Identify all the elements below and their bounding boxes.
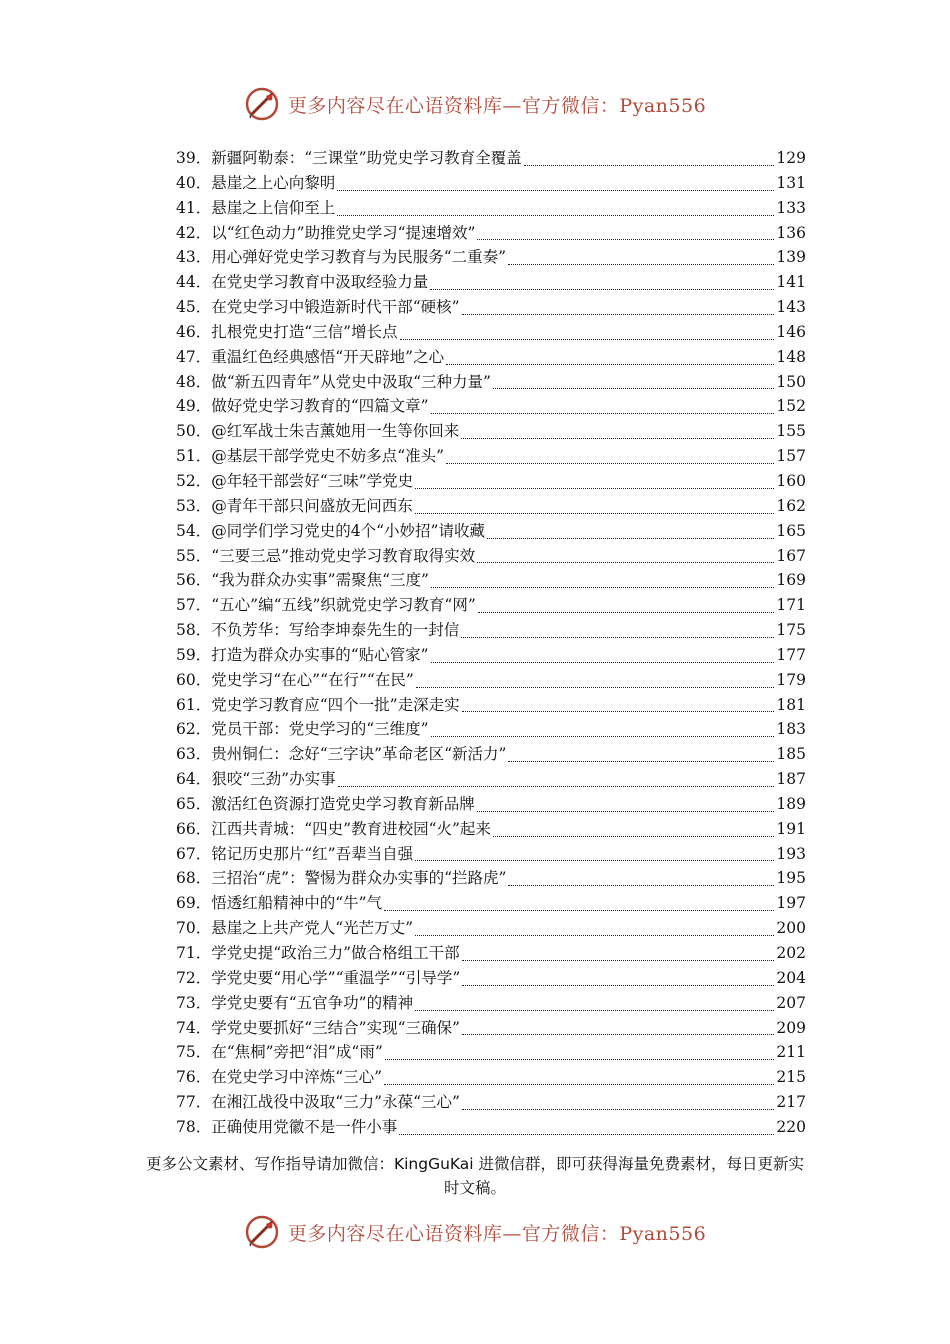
toc-entry-title: @青年干部只问盛放无问西东 bbox=[211, 496, 413, 515]
toc-dot-leader bbox=[461, 637, 774, 638]
toc-dot-leader bbox=[416, 687, 775, 688]
toc-entry-page: 146 bbox=[776, 322, 806, 341]
toc-dot-leader bbox=[508, 761, 774, 762]
toc-entry-number: 43． bbox=[176, 248, 212, 267]
toc-entry-number: 61． bbox=[176, 695, 212, 714]
toc-entry-number: 60． bbox=[176, 670, 212, 689]
toc-entry-number: 39． bbox=[176, 149, 212, 167]
toc-entry[interactable] bbox=[176, 668, 806, 693]
toc-entry-title: 重温红色经典感悟“开天辟地”之心 bbox=[211, 347, 445, 366]
toc-entry[interactable] bbox=[176, 394, 806, 419]
toc-entry-title: 悬崖之上心向黎明 bbox=[211, 173, 336, 192]
toc-dot-leader bbox=[462, 1034, 774, 1035]
toc-dot-leader bbox=[431, 736, 775, 737]
toc-entry-page: 181 bbox=[776, 695, 806, 714]
header-banner-text: 更多内容尽在心语资料库—官方微信：Pyan556 bbox=[287, 94, 707, 117]
toc-entry[interactable] bbox=[176, 221, 806, 246]
toc-dot-leader bbox=[431, 413, 775, 414]
toc-entry[interactable] bbox=[176, 146, 806, 171]
toc-entry-title: “我为群众办实事”需聚焦“三度” bbox=[211, 571, 429, 590]
toc-entry[interactable] bbox=[176, 1040, 806, 1065]
footer-note: 更多公文素材、写作指导请加微信：KingGuKai 进微信群，即可获得海量免费素材，每日更新实时文稿。 bbox=[145, 1155, 805, 1197]
toc-entry[interactable] bbox=[176, 1016, 806, 1041]
toc-entry-number: 75． bbox=[176, 1043, 212, 1062]
toc-entry[interactable] bbox=[176, 544, 806, 569]
toc-entry-number: 51． bbox=[176, 447, 212, 466]
toc-entry-number: 48． bbox=[176, 372, 212, 391]
toc-entry-page: 136 bbox=[776, 223, 806, 242]
toc-entry[interactable] bbox=[176, 245, 806, 270]
toc-entry-title: 在湘江战役中汲取“三力”永葆“三心” bbox=[211, 1093, 460, 1112]
toc-entry-title: 学党史要“用心学”“重温学”“引导学” bbox=[211, 968, 461, 987]
toc-dot-leader bbox=[477, 811, 775, 812]
toc-entry[interactable] bbox=[176, 370, 806, 395]
toc-dot-leader bbox=[431, 662, 775, 663]
toc-entry-number: 54． bbox=[176, 521, 212, 540]
toc-dot-leader bbox=[446, 364, 774, 365]
toc-entry-page: 195 bbox=[776, 869, 806, 888]
toc-entry[interactable] bbox=[176, 593, 806, 618]
toc-dot-leader bbox=[462, 314, 775, 315]
toc-dot-leader bbox=[487, 538, 774, 539]
toc-entry-title: 以“红色动力”助推党史学习“提速增效” bbox=[211, 223, 476, 242]
toc-entry-number: 72． bbox=[176, 968, 212, 987]
toc-entry-number: 47． bbox=[176, 347, 212, 366]
toc-dot-leader bbox=[415, 513, 775, 514]
toc-entry-title: 贵州铜仁：念好“三字诀”革命老区“新活力” bbox=[211, 745, 507, 764]
toc-entry-page: 207 bbox=[776, 993, 806, 1012]
toc-entry-number: 63． bbox=[176, 745, 212, 764]
toc-entry[interactable] bbox=[176, 941, 806, 966]
toc-entry[interactable] bbox=[176, 469, 806, 494]
toc-entry-page: 148 bbox=[776, 347, 806, 366]
toc-entry-number: 74． bbox=[176, 1018, 212, 1037]
toc-entry-number: 62． bbox=[176, 720, 212, 739]
toc-entry[interactable] bbox=[176, 742, 806, 767]
toc-entry-title: 打造为群众办实事的“贴心管家” bbox=[211, 645, 429, 664]
toc-entry-title: “五心”编“五线”织就党史学习教育“网” bbox=[211, 596, 476, 615]
toc-entry-number: 55． bbox=[176, 546, 212, 565]
toc-entry-title: 在党史学习中锻造新时代干部“硬核” bbox=[211, 298, 460, 317]
toc-entry-number: 49． bbox=[176, 397, 212, 416]
toc-entry-title: 党史学习教育应“四个一批”走深走实 bbox=[211, 695, 460, 714]
toc-entry-title: @红军战士朱吉薰她用一生等你回来 bbox=[211, 422, 460, 441]
toc-dot-leader bbox=[430, 289, 774, 290]
toc-entry-number: 56． bbox=[176, 571, 212, 590]
toc-entry-number: 42． bbox=[176, 223, 212, 242]
toc-entry[interactable] bbox=[176, 320, 806, 345]
toc-entry-title: 悬崖之上共产党人“光芒万丈” bbox=[211, 919, 414, 938]
toc-entry-title: 江西共青城：“四史”教育进校园“火”起来 bbox=[211, 819, 491, 838]
toc-entry-number: 68． bbox=[176, 869, 212, 888]
toc-entry[interactable] bbox=[176, 916, 806, 941]
toc-dot-leader bbox=[493, 388, 774, 389]
toc-entry[interactable] bbox=[176, 966, 806, 991]
toc-entry-page: 167 bbox=[776, 546, 806, 565]
toc-entry-page: 155 bbox=[776, 422, 806, 441]
toc-entry[interactable] bbox=[176, 767, 806, 792]
toc-dot-leader bbox=[462, 985, 774, 986]
toc-entry-page: 131 bbox=[776, 173, 806, 192]
toc-entry-title: 学党史提“政治三力”做合格组工干部 bbox=[211, 944, 460, 962]
toc-entry[interactable] bbox=[176, 345, 806, 370]
toc-entry-title: @同学们学习党史的4个“小妙招”请收藏 bbox=[211, 521, 485, 540]
toc-dot-leader bbox=[462, 1109, 774, 1110]
toc-dot-leader bbox=[385, 1059, 775, 1060]
toc-entry-page: 209 bbox=[776, 1018, 806, 1037]
toc-entry-number: 50． bbox=[176, 422, 212, 441]
footer-banner bbox=[0, 1212, 950, 1252]
toc-entry[interactable] bbox=[176, 1090, 806, 1115]
toc-dot-leader bbox=[461, 438, 774, 439]
toc-dot-leader bbox=[337, 190, 774, 191]
toc-entry-number: 71． bbox=[176, 944, 212, 962]
toc-entry-number: 41． bbox=[176, 198, 212, 217]
toc-entry-page: 129 bbox=[776, 149, 806, 167]
toc-entry-page: 175 bbox=[776, 621, 806, 640]
toc-entry[interactable] bbox=[176, 519, 806, 544]
toc-entry[interactable] bbox=[176, 196, 806, 221]
table-of-contents bbox=[176, 146, 806, 1140]
toc-entry[interactable] bbox=[176, 792, 806, 817]
toc-dot-leader bbox=[446, 463, 774, 464]
toc-entry-title: 做“新五四青年”从党史中汲取“三种力量” bbox=[211, 372, 491, 391]
toc-dot-leader bbox=[462, 711, 775, 712]
toc-entry-number: 40． bbox=[176, 173, 212, 192]
toc-entry-page: 141 bbox=[776, 273, 806, 292]
toc-entry-page: 171 bbox=[776, 596, 806, 615]
toc-dot-leader bbox=[338, 786, 775, 787]
toc-entry-page: 165 bbox=[776, 521, 806, 540]
toc-dot-leader bbox=[478, 612, 775, 613]
header-banner bbox=[0, 84, 950, 124]
toc-entry-number: 70． bbox=[176, 919, 212, 938]
toc-entry[interactable] bbox=[176, 817, 806, 842]
toc-entry-title: 三招治“虎”：警惕为群众办实事的“拦路虎” bbox=[211, 869, 507, 888]
toc-entry-number: 69． bbox=[176, 894, 212, 913]
toc-entry-title: 做好党史学习教育的“四篇文章” bbox=[211, 397, 429, 416]
quill-pen-logo-icon bbox=[244, 86, 280, 122]
toc-entry[interactable] bbox=[176, 717, 806, 742]
toc-entry[interactable] bbox=[176, 444, 806, 469]
toc-entry-number: 53． bbox=[176, 496, 212, 515]
toc-entry-page: 193 bbox=[776, 844, 806, 863]
toc-entry-page: 157 bbox=[776, 447, 806, 466]
toc-dot-leader bbox=[384, 1084, 774, 1085]
toc-entry-number: 64． bbox=[176, 770, 212, 789]
toc-dot-leader bbox=[415, 488, 774, 489]
toc-entry-page: 204 bbox=[776, 968, 806, 987]
toc-entry-title: 正确使用党徽不是一件小事 bbox=[211, 1117, 398, 1136]
toc-entry-page: 191 bbox=[776, 819, 806, 838]
toc-entry[interactable] bbox=[176, 866, 806, 891]
toc-entry-page: 217 bbox=[776, 1093, 806, 1112]
toc-entry[interactable] bbox=[176, 270, 806, 295]
toc-dot-leader bbox=[400, 339, 775, 340]
toc-entry[interactable] bbox=[176, 842, 806, 867]
toc-entry-number: 77． bbox=[176, 1093, 212, 1112]
toc-entry-number: 76． bbox=[176, 1068, 212, 1087]
toc-entry-page: 202 bbox=[776, 944, 806, 962]
toc-entry-number: 58． bbox=[176, 621, 212, 640]
toc-entry-title: 激活红色资源打造党史学习教育新品牌 bbox=[211, 794, 475, 813]
toc-entry-title: 铭记历史那片“红”吾辈当自强 bbox=[211, 844, 414, 863]
toc-entry-title: 在“焦桐”旁把“泪”成“雨” bbox=[211, 1043, 383, 1062]
toc-entry-number: 78． bbox=[176, 1117, 212, 1136]
toc-entry[interactable] bbox=[176, 1065, 806, 1090]
toc-entry[interactable] bbox=[176, 693, 806, 718]
toc-dot-leader bbox=[384, 910, 774, 911]
toc-dot-leader bbox=[462, 960, 775, 961]
toc-entry-number: 46． bbox=[176, 322, 212, 341]
toc-entry-title: 用心弹好党史学习教育与为民服务“二重奏” bbox=[211, 248, 507, 267]
toc-entry-page: 162 bbox=[776, 496, 806, 515]
quill-pen-logo-icon bbox=[244, 1214, 280, 1250]
toc-entry-title: 不负芳华：写给李坤泰先生的一封信 bbox=[211, 621, 460, 640]
toc-entry-number: 73． bbox=[176, 993, 212, 1012]
toc-entry-page: 189 bbox=[776, 794, 806, 813]
toc-entry-page: 187 bbox=[776, 770, 806, 789]
toc-entry-number: 66． bbox=[176, 819, 212, 838]
toc-entry-title: 学党史要有“五官争功”的精神 bbox=[211, 993, 414, 1012]
toc-entry-page: 220 bbox=[776, 1117, 806, 1136]
toc-dot-leader bbox=[415, 860, 774, 861]
toc-dot-leader bbox=[399, 1134, 774, 1135]
toc-entry-page: 179 bbox=[776, 670, 806, 689]
toc-entry-title: 新疆阿勒泰：“三课堂”助党史学习教育全覆盖 bbox=[211, 149, 522, 167]
toc-entry-number: 57． bbox=[176, 596, 212, 615]
toc-dot-leader bbox=[508, 264, 774, 265]
toc-entry-title: 学党史要抓好“三结合”实现“三确保” bbox=[211, 1018, 460, 1037]
toc-entry-title: 狠咬“三劲”办实事 bbox=[211, 770, 336, 789]
toc-entry[interactable] bbox=[176, 171, 806, 196]
toc-dot-leader bbox=[477, 239, 774, 240]
toc-entry[interactable] bbox=[176, 494, 806, 519]
toc-entry-page: 150 bbox=[776, 372, 806, 391]
toc-entry-title: 悬崖之上信仰至上 bbox=[211, 198, 336, 217]
toc-entry-page: 139 bbox=[776, 248, 806, 267]
toc-entry-page: 152 bbox=[776, 397, 806, 416]
toc-entry-number: 45． bbox=[176, 298, 212, 317]
toc-dot-leader bbox=[415, 935, 774, 936]
toc-dot-leader bbox=[524, 165, 775, 166]
toc-entry-page: 133 bbox=[776, 198, 806, 217]
toc-dot-leader bbox=[477, 562, 774, 563]
toc-dot-leader bbox=[337, 215, 774, 216]
toc-entry-title: 党史学习“在心”“在行”“在民” bbox=[211, 670, 414, 689]
toc-entry-title: “三要三忌”推动党史学习教育取得实效 bbox=[211, 546, 476, 565]
toc-entry-page: 197 bbox=[776, 894, 806, 913]
toc-entry[interactable] bbox=[176, 891, 806, 916]
toc-entry[interactable] bbox=[176, 568, 806, 593]
toc-entry-title: @年轻干部尝好“三味”学党史 bbox=[211, 471, 414, 490]
toc-entry[interactable] bbox=[176, 1115, 806, 1140]
toc-entry[interactable] bbox=[176, 295, 806, 320]
toc-dot-leader bbox=[415, 1010, 774, 1011]
toc-entry-page: 160 bbox=[776, 471, 806, 490]
toc-entry-number: 44． bbox=[176, 273, 212, 292]
toc-entry-title: 悟透红船精神中的“牛”气 bbox=[211, 894, 383, 913]
toc-entry-page: 211 bbox=[776, 1043, 806, 1062]
toc-dot-leader bbox=[508, 885, 774, 886]
footer-banner-text: 更多内容尽在心语资料库—官方微信：Pyan556 bbox=[287, 1222, 707, 1245]
toc-entry-title: 党员干部：党史学习的“三维度” bbox=[211, 720, 429, 739]
toc-dot-leader bbox=[493, 836, 774, 837]
toc-dot-leader bbox=[431, 587, 774, 588]
toc-entry-page: 215 bbox=[776, 1068, 806, 1087]
toc-entry[interactable] bbox=[176, 643, 806, 668]
toc-entry-number: 65． bbox=[176, 794, 212, 813]
toc-entry-page: 169 bbox=[776, 571, 806, 590]
toc-entry-page: 143 bbox=[776, 298, 806, 317]
toc-entry-title: @基层干部学党史不妨多点“准头” bbox=[211, 447, 445, 466]
toc-entry-title: 在党史学习中淬炼“三心” bbox=[211, 1068, 383, 1087]
toc-entry-number: 59． bbox=[176, 645, 212, 664]
toc-entry-page: 177 bbox=[776, 645, 806, 664]
toc-entry-title: 扎根党史打造“三信”增长点 bbox=[211, 322, 398, 341]
toc-entry[interactable] bbox=[176, 618, 806, 643]
toc-entry-number: 67． bbox=[176, 844, 212, 863]
toc-entry-number: 52． bbox=[176, 471, 212, 490]
toc-entry[interactable] bbox=[176, 419, 806, 444]
toc-entry-page: 183 bbox=[776, 720, 806, 739]
toc-entry-title: 在党史学习教育中汲取经验力量 bbox=[211, 273, 429, 292]
toc-entry-page: 185 bbox=[776, 745, 806, 764]
toc-entry[interactable] bbox=[176, 991, 806, 1016]
toc-entry-page: 200 bbox=[776, 919, 806, 938]
